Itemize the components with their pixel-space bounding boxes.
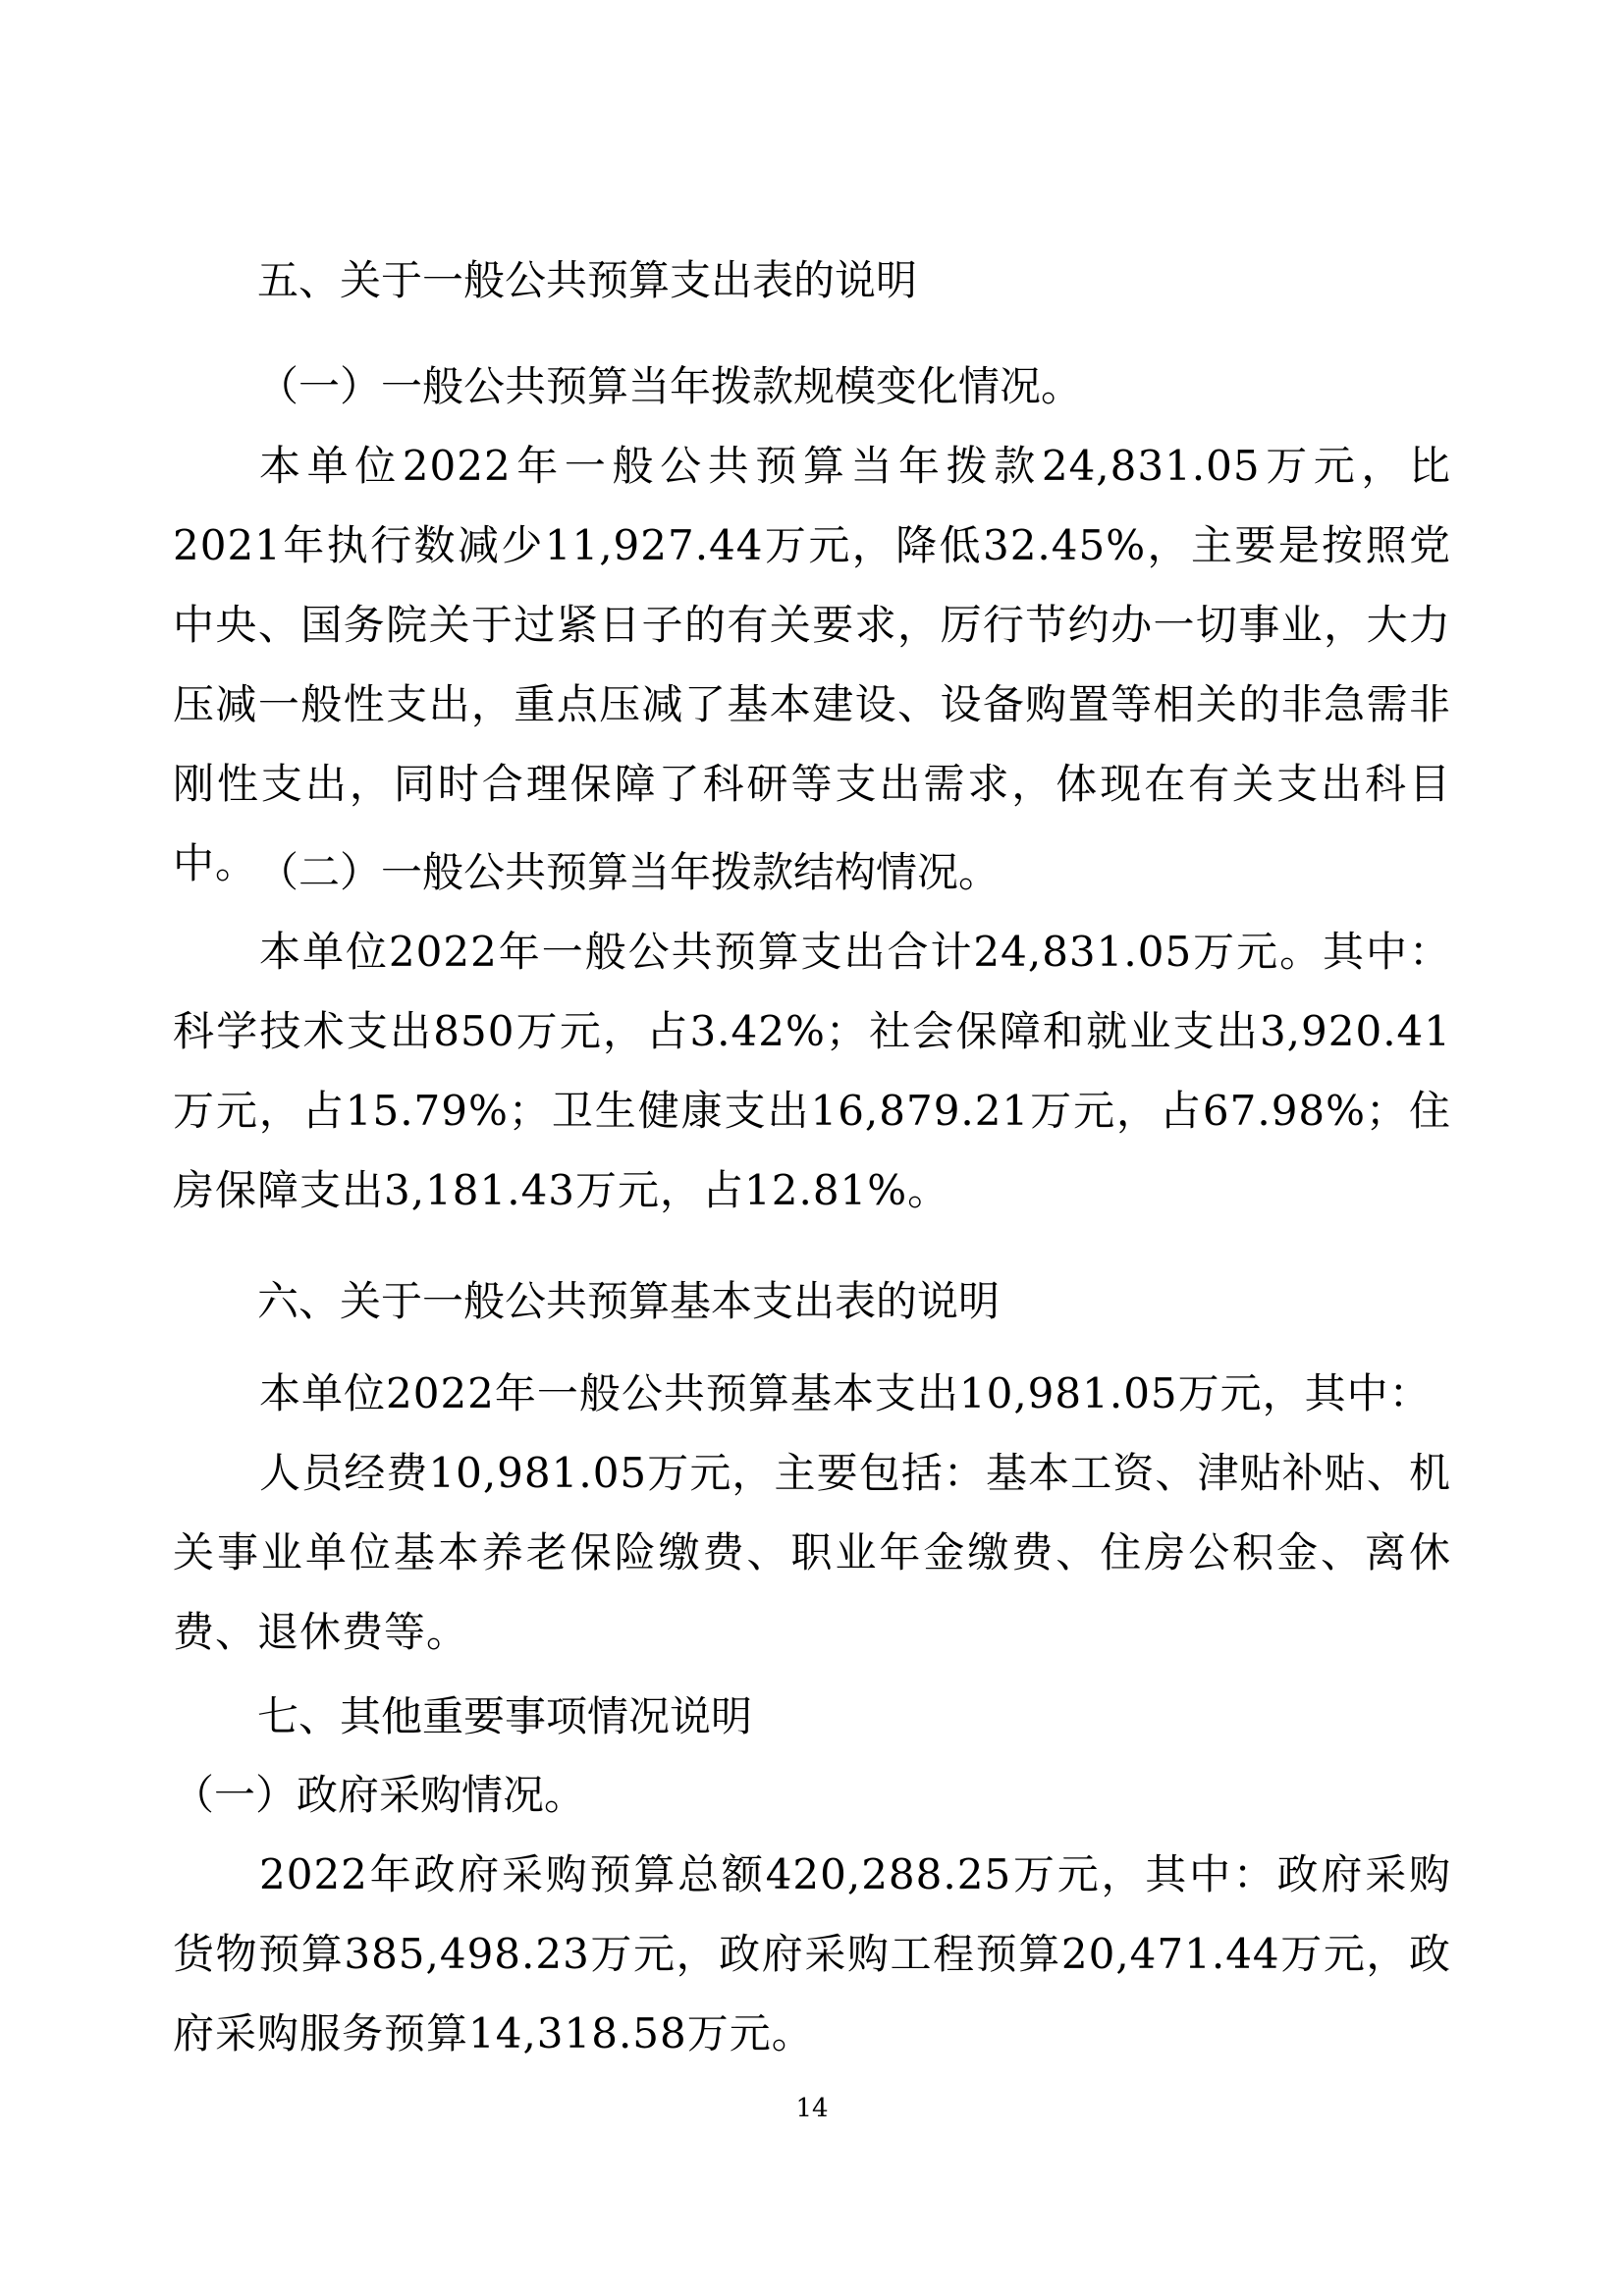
- section-7-heading: 七、其他重要事项情况说明: [257, 1692, 753, 1740]
- section-7-sub-1-paragraph: 2022年政府采购预算总额420,288.25万元，其中：政府采购货物预算385,498.23万元，政府采购工程预算20,471.44万元，政府采购服务预算14,318.58万元。: [173, 1850, 1451, 2057]
- section-5-sub-1-paragraph: 本单位2022年一般公共预算当年拨款24,831.05万元，比2021年执行数减少11,927.44万元，降低32.45%，主要是按照党中央、国务院关于过紧日子的有关要求，厉行节约办一切事业，大力压减一般性支出，重点压减了基本建设、设备购置等相关的非急需非刚性支出，同时合理保障了科研等支出需求，体现在有关支出科目中。: [173, 442, 1451, 887]
- section-6-paragraph-1: 本单位2022年一般公共预算基本支出10,981.05万元，其中：: [259, 1369, 1432, 1417]
- page-number: 14: [795, 2094, 829, 2123]
- section-5-sub-1-heading: （一）一般公共预算当年拨款规模变化情况。: [257, 362, 1083, 410]
- section-5-sub-2-paragraph: 本单位2022年一般公共预算支出合计24,831.05万元。其中：科学技术支出850万元，占3.42%；社会保障和就业支出3,920.41万元，占15.79%；卫生健康支出16,879.21万元，占67.98%；住房保障支出3,181.43万元，占12.81%。: [173, 928, 1451, 1214]
- section-5-sub-2-heading: （二）一般公共预算当年拨款结构情况。: [257, 848, 1001, 896]
- section-6-heading: 六、关于一般公共预算基本支出表的说明: [257, 1277, 1001, 1325]
- section-5-heading: 五、关于一般公共预算支出表的说明: [257, 256, 918, 304]
- section-6-paragraph-2: 人员经费10,981.05万元，主要包括：基本工资、津贴补贴、机关事业单位基本养老保险缴费、职业年金缴费、住房公积金、离休费、退休费等。: [173, 1449, 1451, 1656]
- section-7-sub-1-heading: （一）政府采购情况。: [173, 1771, 586, 1819]
